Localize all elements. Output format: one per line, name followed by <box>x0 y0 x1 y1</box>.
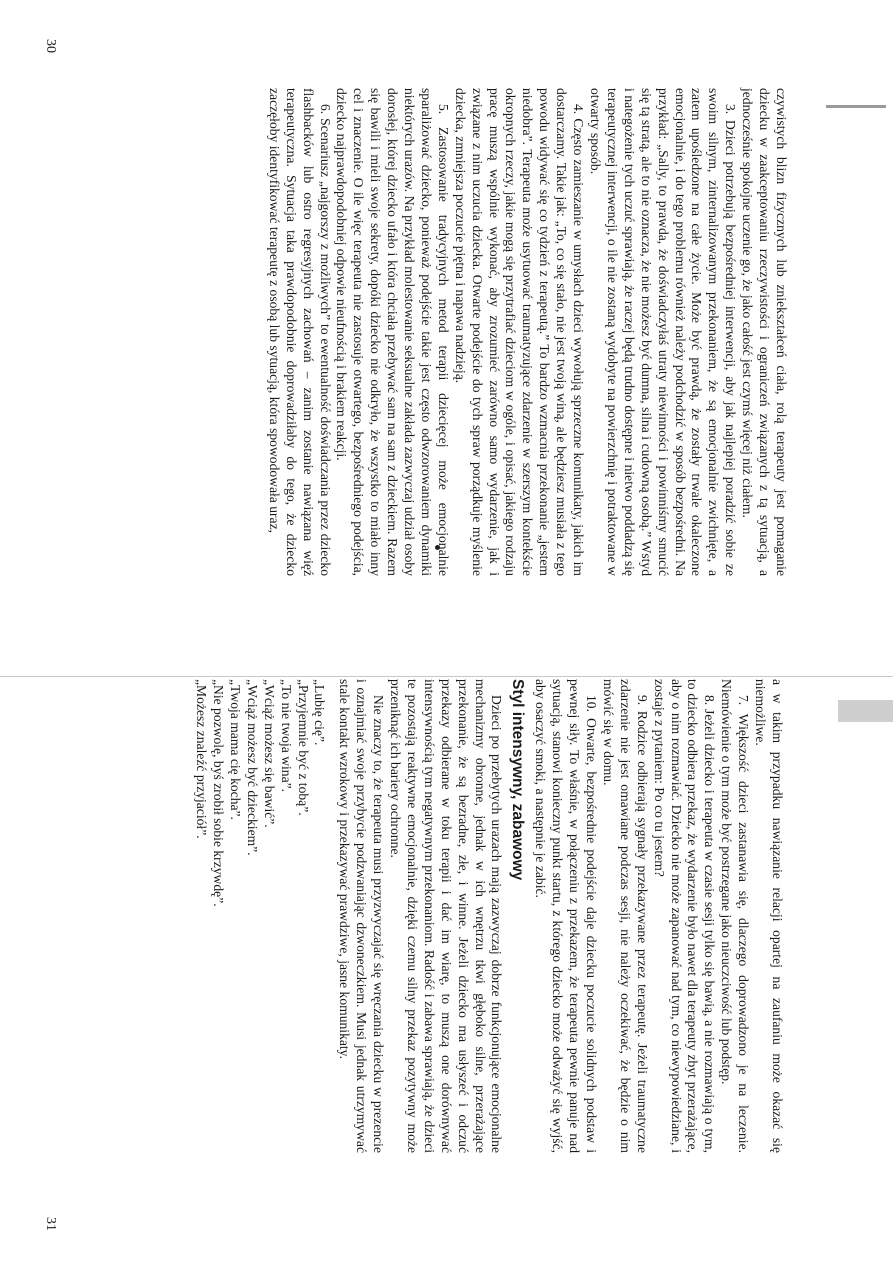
right-page <box>0 632 893 1263</box>
quote-item: „Nie pozwolę, byś zrobił sobie krzywdę”. <box>211 679 226 907</box>
quote-item: „Możesz znaleźć przyjaciół”. <box>194 679 210 839</box>
paragraph: 6. Scenariusz „najgorszy z możliwych” to ewentualność doświadczania przez dziecko flashbacków lub ostro regresyjnych zachowań – zanim zostanie nawiązana więź terapeutyczna. Sytuacja taka prawdopodobnie doprowadziłaby do tego, że dziecko zaczęłoby identyfikować terapeutę z osobą lub sytuacją, która spowodowała uraz, <box>266 88 333 576</box>
paragraph: 3. Dzieci potrzebują bezpośredniej interwencji, aby jak najlepiej poradzić sobie ze swoim silnym, zinternalizowanym przekonaniem, że są emocjonalnie zwichnięte, a zatem upośledzone na całe życie. Może być prawdą, że zostały trwale okaleczone emocjonalnie, i do tego problemu również należy podchodzić w sposób bezpośredni. Na przykład: „Sally, to prawda, że doświadczyłaś utraty niewinności i powinniśmy smucić się tą stratą, ale to nie oznacza, że nie możesz być dumna, silna i cudowną osobą.” Wstyd i nategożenie tych uczuć sprawiają, że raczej będą trudno dostępne i nietwo poddadzą się terapeutycznej interwencji, o ile nie zostaną wydobyte na powierzchnię i potraktowane w otwarty sposób. <box>588 88 739 576</box>
right-page-text-column <box>192 679 785 1153</box>
quote-list <box>192 679 327 1153</box>
quote-item: „Twoja mama cię kocha”. <box>227 679 243 820</box>
quote-item: „Przyjemnie być z tobą”. <box>295 679 311 816</box>
paragraph: 8. Jeżeli dziecko i terapeuta w czasie sesji tylko się bawią, a nie rozmawiają o tym, to dziecko odbiera przekaz, że wydarzenie było nawet dla terapeuty zbyt przerażające, aby o nim rozmawiać. Dziecko nie może zapanować nad tym, co niewypowiedziane, i zostaje z pytaniem: Po co tu jestem? <box>651 679 718 1153</box>
section-heading: Styl intensywny, zabawowy <box>509 679 527 881</box>
paragraph: 10. Otwarte, bezpośrednie podejście daje dziecku poczucie solidnych podstaw i pewnej siły. To właśnie, w połączeniu z przekazem, że terapeuta pewnie panuje nad sytuacją, stanowi konieczny punkt startu, z którego dziecko może odważyć się wyjść, aby osaczyć smoki, a następnie je zabić. <box>533 679 600 1153</box>
paragraph: 9. Rodzice odbierają sygnały przekazywane przez terapeutę. Jeżeli traumatyczne zdarzenie nie jest omawiane podczas sesji, nie należy oczekiwać, że będzie o nim mówić się w domu. <box>600 679 650 1153</box>
quote-item: „Wciąż możesz się bawić”. <box>261 679 277 828</box>
page-number-left: 30 <box>43 39 58 53</box>
paragraph: Dzieci po przebytych urazach mają zazwyczaj dobrze funkcjonujące emocjonalne mechanizmy obronne, jednak w ich wnętrzu tkwi głęboko silne, przerażające przekonanie, że są bezradne, złe, i winne. Jeżeli dziecko ma usłyszeć i odczuć przekazy odbierane w toku terapii i dać im wiarę, to muszą one dorównywać intensywnością tym negatywnym przekonaniom. Radość i zabawa sprawiają, że dzieci te pozostają reaktywne emocjonalnie, dzięki czemu silny przekaz pozytywny może przeniknąć ich bariery ochronne. <box>388 679 505 1153</box>
page-number-right: 31 <box>43 1217 58 1231</box>
paragraph: 4. Często zamieszanie w umysłach dzieci wywołują sprzeczne komunikaty, jakich im dostarczamy. Takie jak: „To, co się stało, nie jest twoją winą, ale będziesz musiała z tego powodu widywać się co tydzień z terapeutą.” To bardzo wzmacnia przekonanie „jestem niedobra”. Terapeuta może usytuować traumatyzujące zdarzenie w szerszym kontekście okropnych rzeczy, jakie mogą się przytrafiać dzieciom w ogóle, i opisać, jakiego rodzaju pracę muszą wspólnie wykonać, aby zrozumieć zarówno samo wydarzenie, jak i związane z nim uczucia dziecka. Otwarte podejście do tych spraw porządkuje myślenie dziecka, zmniejsza poczucie piętna i napawa nadzieją. <box>452 88 587 576</box>
paragraph: 5. Zastosowanie tradycyjnych metod terapii dziecięcej może emocjonalnie sparaliżować dziecko, ponieważ podejście takie jest często odwzorowaniem dynamiki niektórych urazów. Na przykład molestowanie seksualne zakłada zazwyczaj udział osoby dorosłej, której dziecko ufało i która chciała przebywać sam na sam z dzieckiem. Razem się bawili i mieli swoje sekrety, dopóki dziecko nie odkryło, że wszystko to miało inny cel i znaczenie. O ile więc terapeuta nie zastosuje otwartego, bezpośredniego podejścia, dziecko najprawdopodobniej odpowie nieufnością i brakiem reakcji. <box>334 88 451 576</box>
paragraph: czywistych blizn fizycznych lub zniekształceń ciała, rolą terapeuty jest pomaganie dziecku w zaakceptowaniu rzeczywistości i ograniczeń związanych z tą sytuacją, a jednocześnie spokojne uczenie go, że jako całość jest czymś więcej niż ciałem. <box>740 88 789 576</box>
quote-item: „Lubię cię”. <box>312 679 328 746</box>
paragraph: Nie znaczy to, że terapeuta musi przyzwyczajać się wręczania dziecku w prezencie i oznajmiać swoje przybycie podzwaniając dzwoneczkiem. Musi jednak utrzymywać stale kontakt wzrokowy i przekazywać prawdziwe, jasne komunikaty. <box>337 679 387 1153</box>
paragraph: 7. Większość dzieci zastanawia się, dlaczego doprowadzono je na leczenie. Niemówienie o tym może być postrzegane jako nieuczciwość lub podstęp. <box>719 679 752 1153</box>
quote-item: „To nie twoja wina”. <box>278 679 294 793</box>
paragraph: a w takim przypadku nawiązanie relacji opartej na zaufaniu może okazać się niemożliwe. <box>753 679 785 1153</box>
left-page-text-column <box>265 88 789 576</box>
quote-item: „Wciąż możesz być dzieckiem”. <box>244 679 260 856</box>
